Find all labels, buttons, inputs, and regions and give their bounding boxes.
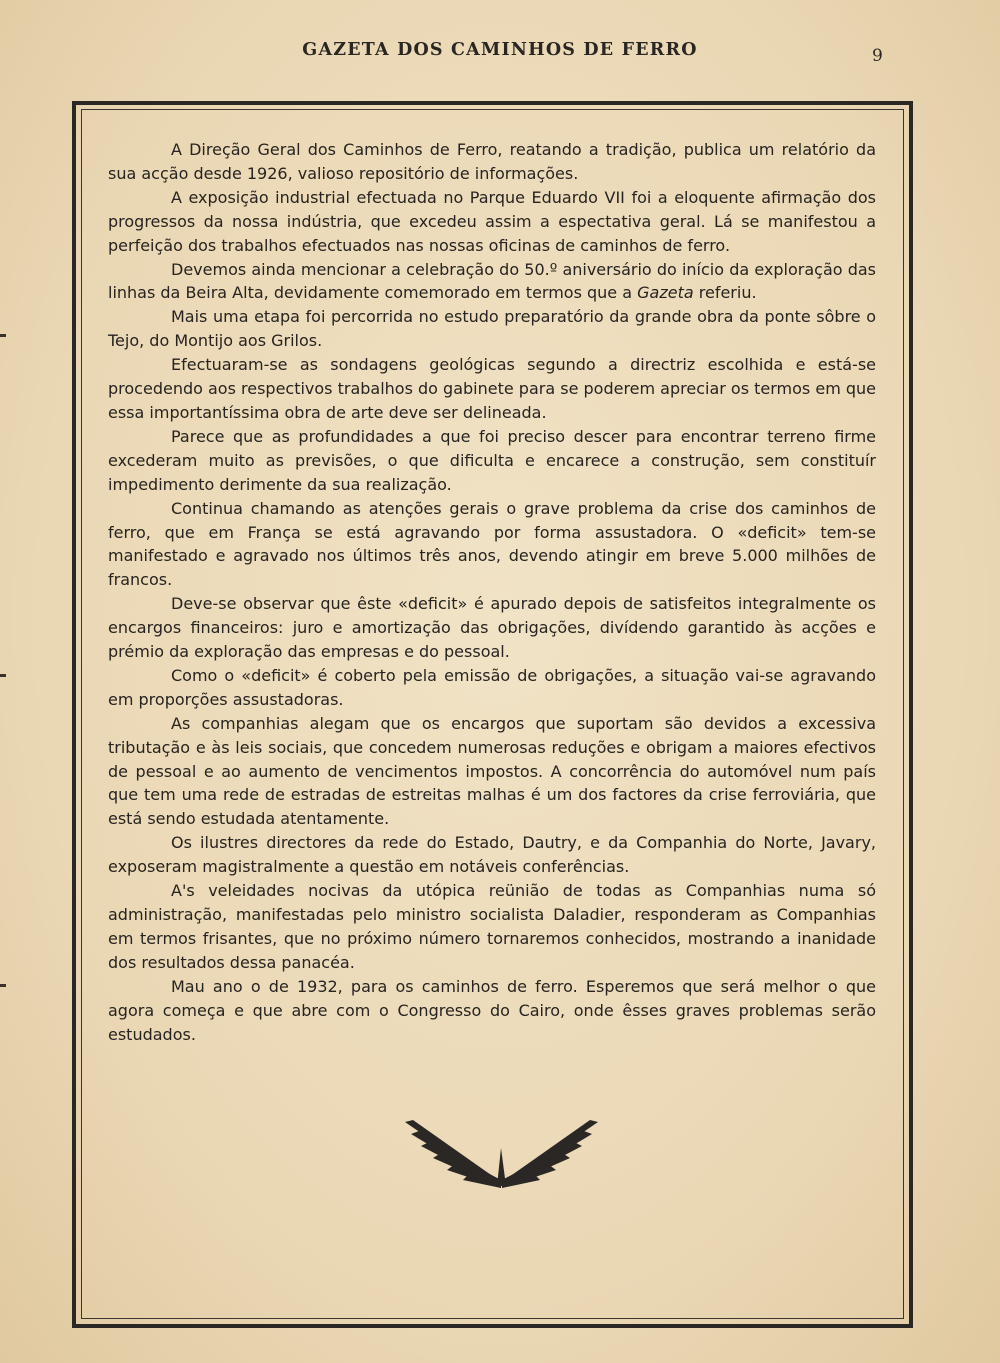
- fan-ornament-graphic: [403, 1118, 600, 1190]
- paragraph-text: Devemos ainda mencionar a celebração do 50.º aniversário do início da exploração das linhas da Beira Alta, devidamente comemorado em termos que a: [108, 259, 876, 303]
- article-body: [108, 138, 876, 1046]
- paragraph: A's veleidades nocivas da utópica reünião de todas as Companhias numa só administração, manifestadas pelo ministro socialista Daladier, responderam as Companhias em termos frisantes, que no próximo número tornaremos conhecidos, mostrando a inanidade dos resultados dessa panacéa.: [108, 881, 876, 972]
- paragraph: Mau ano o de 1932, para os caminhos de ferro. Esperemos que será melhor o que agora começa e que abre com o Congresso do Cairo, onde êsses graves problemas serão estudados.: [108, 976, 876, 1044]
- paragraph: Efectuaram-se as sondagens geológicas segundo a directriz escolhida e está-se procedendo aos respectivos trabalhos do gabinete para se poderem apreciar os termos em que essa importantíssima obra de arte deve ser delineada.: [108, 355, 876, 422]
- paragraph: Os ilustres directores da rede do Estado, Dautry, e da Companhia do Norte, Javary, exposeram magistralmente a questão em notáveis conferências.: [108, 833, 876, 877]
- paragraph-text: referiu.: [693, 283, 757, 303]
- running-head: GAZETA DOS CAMINHOS DE FERRO: [302, 40, 698, 60]
- edge-mark: [0, 674, 6, 677]
- fan-ornament-icon: [403, 1118, 600, 1190]
- paragraph: [108, 258, 876, 306]
- paragraph: A Direção Geral dos Caminhos de Ferro, reatando a tradição, publica um relatório da sua acção desde 1926, valioso repositório de informações.: [108, 140, 876, 183]
- paragraph: Mais uma etapa foi percorrida no estudo preparatório da grande obra da ponte sôbre o Tejo, do Montijo aos Grilos.: [108, 307, 876, 351]
- edge-mark: [0, 984, 6, 987]
- page-number: 9: [872, 46, 883, 66]
- paragraph: Continua chamando as atenções gerais o grave problema da crise dos caminhos de ferro, que em França se está agravando por forma assustadora. O «deficit» tem-se manifestado e agravado nos últimos três anos, devendo atingir em breve 5.000 milhões de francos.: [108, 498, 876, 590]
- paragraph: Parece que as profundidades a que foi preciso descer para encontrar terreno firme excederam muito as previsões, o que dificulta e encarece a construção, sem constituír impedimento derimente da sua realização.: [108, 426, 876, 494]
- edge-mark: [0, 334, 6, 337]
- paragraph: Como o «deficit» é coberto pela emissão de obrigações, a situação vai-se agravando em proporções assustadoras.: [108, 665, 876, 709]
- paragraph: As companhias alegam que os encargos que suportam são devidos a excessiva tributação e às leis sociais, que concedem numerosas reduções e obrigam a maiores efectivos de pessoal e ao aumento de vencimentos impostos. A concorrência do automóvel num país que tem uma rede de estradas de estreitas malhas é um dos factores da crise ferroviária, que está sendo estudada atentamente.: [108, 713, 876, 829]
- publication-name: Gazeta: [637, 283, 694, 303]
- paragraph: A exposição industrial efectuada no Parque Eduardo VII foi a eloquente afirmação dos progressos da nossa indústria, que excedeu assim a espectativa geral. Lá se manifestou a perfeição dos trabalhos efectuados nas nossas oficinas de caminhos de ferro.: [108, 187, 876, 255]
- paragraph: Deve-se observar que êste «deficit» é apurado depois de satisfeitos integralmente os encargos financeiros: juro e amortização das obrigações, divídendo garantido às acções e prémio da exploração das empresas e do pessoal.: [108, 594, 876, 662]
